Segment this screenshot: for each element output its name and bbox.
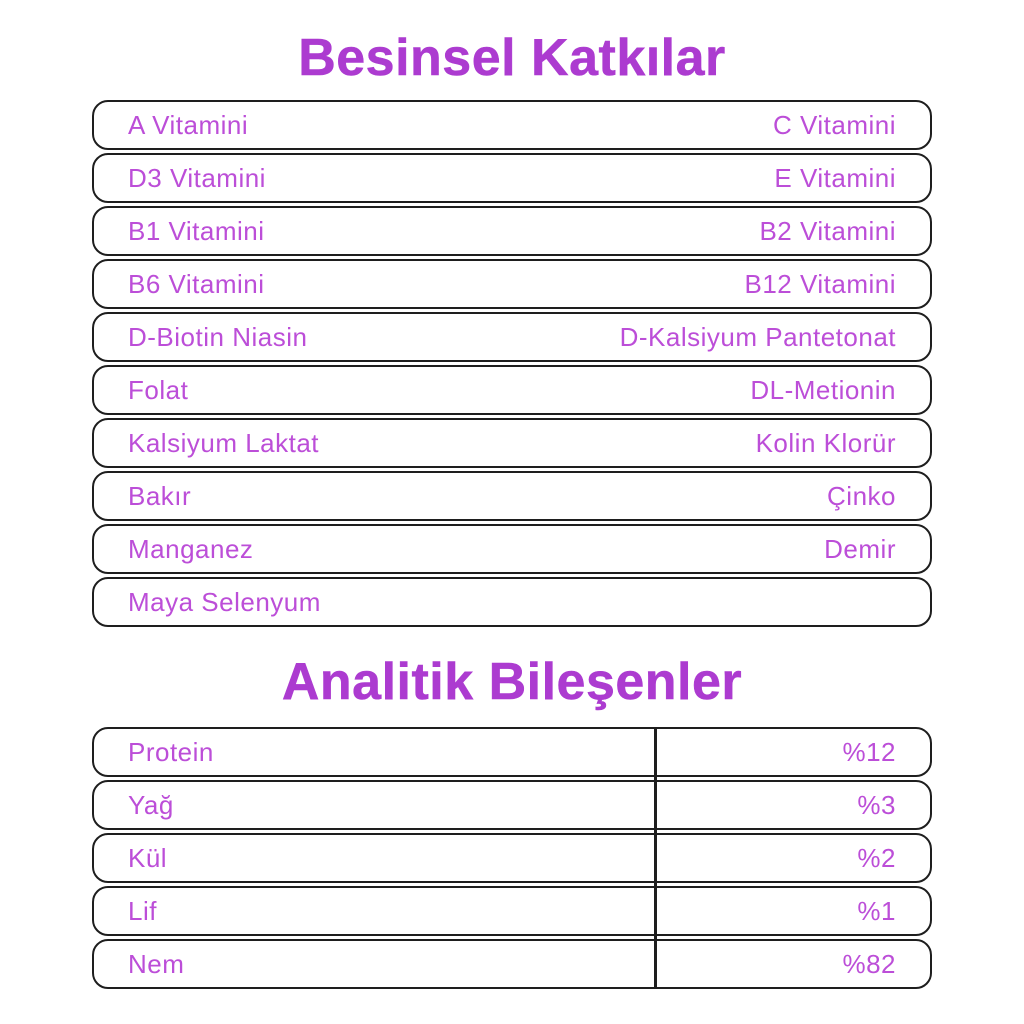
analytic-value-label: %12 <box>842 736 896 767</box>
nutrient-row <box>92 153 932 203</box>
nutrient-right-label: D-Kalsiyum Pantetonat <box>619 321 896 352</box>
analytic-value-label: %1 <box>857 895 896 926</box>
nutrient-row <box>92 312 932 362</box>
nutrient-right-label: DL-Metionin <box>750 374 896 405</box>
nutrient-row <box>92 577 932 627</box>
nutrient-right-label: B12 Vitamini <box>744 268 896 299</box>
nutrient-left-label: Folat <box>128 374 189 405</box>
nutrient-left-label: Manganez <box>128 533 254 564</box>
nutritional-additives-table <box>92 100 932 627</box>
analytic-row <box>92 833 932 883</box>
column-divider-line <box>654 728 657 988</box>
nutrient-row <box>92 524 932 574</box>
analytic-name-label: Nem <box>128 948 185 979</box>
analytic-row <box>92 886 932 936</box>
analytic-value-label: %2 <box>857 842 896 873</box>
nutrient-row <box>92 471 932 521</box>
nutrient-row <box>92 418 932 468</box>
analytic-value-label: %82 <box>842 948 896 979</box>
analytic-row <box>92 780 932 830</box>
nutrient-row <box>92 259 932 309</box>
nutrient-left-label: B6 Vitamini <box>128 268 265 299</box>
nutrient-left-label: Kalsiyum Laktat <box>128 427 320 458</box>
analytic-name-label: Yağ <box>128 789 174 820</box>
nutrient-right-label: C Vitamini <box>772 109 896 140</box>
analytical-components-title: Analitik Bileşenler <box>281 653 743 711</box>
analytic-name-label: Protein <box>128 736 214 767</box>
nutrient-right-label: Çinko <box>827 480 896 511</box>
nutrient-right-label: E Vitamini <box>774 162 896 193</box>
analytic-row <box>92 727 932 777</box>
nutrient-left-label: D3 Vitamini <box>128 162 266 193</box>
nutrient-left-label: Bakır <box>128 480 192 511</box>
nutrient-left-label: D-Biotin Niasin <box>128 321 308 352</box>
nutrient-left-label: A Vitamini <box>128 109 249 140</box>
analytical-components-table <box>92 727 932 989</box>
analytic-row <box>92 939 932 989</box>
analytic-value-label: %3 <box>857 789 896 820</box>
nutrient-left-label: Maya Selenyum <box>128 586 321 617</box>
analytic-name-label: Lif <box>128 895 157 926</box>
nutrient-left-label: B1 Vitamini <box>128 215 265 246</box>
nutrient-right-label: Demir <box>824 533 896 564</box>
nutritional-additives-title: Besinsel Katkılar <box>298 29 726 87</box>
nutrient-right-label: Kolin Klorür <box>755 427 896 458</box>
nutrient-right-label: B2 Vitamini <box>759 215 896 246</box>
nutrient-row <box>92 206 932 256</box>
nutrient-row <box>92 365 932 415</box>
nutrient-row <box>92 100 932 150</box>
analytic-name-label: Kül <box>128 842 168 873</box>
